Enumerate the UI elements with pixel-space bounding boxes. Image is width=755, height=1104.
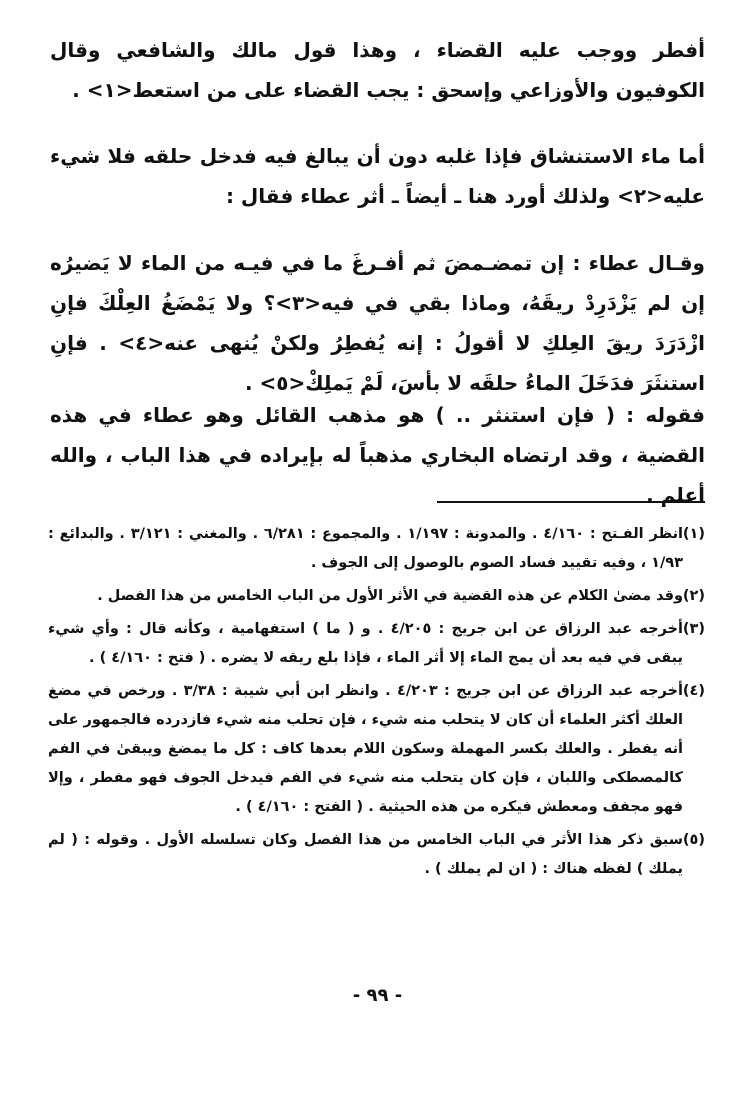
footnote-1 [48, 520, 705, 578]
footnote-text: انظر الفـتح : ٤/١٦٠ . والمدونة : ١/١٩٧ . والمجموع : ٦/٢٨١ . والمغني : ٣/١٢١ . والبدائع : ١/٩٣ ، وفيه تقييد فساد الصوم بالوصول إلى الجوف . [48, 526, 684, 571]
footnote-number: (٤) [682, 683, 705, 699]
body-paragraph-3: وقـال عطاء : إن تمضـمضَ ثم أفـرغَ ما في فيـه من الماء لا يَضيرُه إن لم يَزْدَرِدْ ريقَهُ، وماذا بقي في فيه<٣>؟ ولا يَمْضَغُ العِلْكَ فإنِ ازْدَرَدَ ريقَ العِلكِ لا أقولُ : إنه يُفطِرُ ولكنْ يُنهى عنه<٤> . فإنِ استنثَرَ فدَخَلَ الماءُ حلقَه لا بأسَ، لَمْ يَملِكْ<٥> . [50, 251, 706, 395]
footnote-4 [48, 677, 705, 822]
footnote-text: وقد مضىٰ الكلام عن هذه القضية في الأثر الأول من الباب الخامس من هذا الفصل . [97, 588, 683, 604]
footnote-3 [48, 615, 705, 673]
footnote-5 [48, 826, 705, 884]
footnote-text: أخرجه عبد الرزاق عن ابن جريج : ٤/٢٠٥ . و ( ما ) استفهامية ، وكأنه قال : وأي شيء يبقى في فيه بعد أن يمج الماء إلا أثر الماء ، فإذا بلع ريقه لا يضره . ( فتح : ٤/١٦٠ ) . [48, 621, 683, 666]
footnotes-list [48, 520, 705, 888]
footnote-text: أخرجه عبد الرزاق عن ابن جريج : ٤/٢٠٣ . وانظر ابن أبي شيبة : ٣/٣٨ . ورخص في مضغ العلك أكثر العلماء أن كان لا يتحلب منه شيء ، فإن تحلب منه شيء فازدرده فالجمهور على أنه يفطر . والعلك بكسر المهملة وسكون اللام بعدها كاف : كل ما يمضغ ويبقىٰ في الفم كالمصطكى واللبان ، فإن كان يتحلب منه شيء في الفم فيدخل الجوف فهو مفطر ، وإلا فهو مجفف ومعطش فيكره من هذه الحيثية . ( الفتح : ٤/١٦٠ ) . [48, 683, 683, 815]
footnote-number: (٥) [682, 832, 705, 848]
footnote-number: (٣) [682, 621, 705, 637]
page-number: - ٩٩ - [352, 985, 403, 1006]
body-paragraph-2: أما ماء الاستنشاق فإذا غلبه دون أن يبالغ فيه فدخل حلقه فلا شيء عليه<٢> ولذلك أورد هنا ـ أيضاً ـ أثر عطاء فقال : [50, 144, 705, 208]
footnote-text: سبق ذكر هذا الأثر في الباب الخامس من هذا الفصل وكان تسلسله الأول . وقوله : ( لم يملك ) لفظه هناك : ( ان لم يملك ) . [48, 832, 683, 877]
body-paragraph-1: أفطر ووجب عليه القضاء ، وهذا قول مالك والشافعي وقال الكوفيون والأوزاعي وإسحق : يجب القضاء على من استعط<١> . [50, 38, 705, 102]
footnote-divider [437, 501, 705, 503]
footnote-number: (٢) [682, 588, 705, 604]
footnote-2 [48, 582, 705, 611]
footnote-number: (١) [682, 526, 705, 542]
body-paragraph-4: فقوله : ( فإن استنثر .. ) هو مذهب القائل وهو عطاء في هذه القضية ، وقد ارتضاه البخاري مذهباً له بإيراده في هذا الباب ، والله أعلم . [50, 403, 705, 507]
